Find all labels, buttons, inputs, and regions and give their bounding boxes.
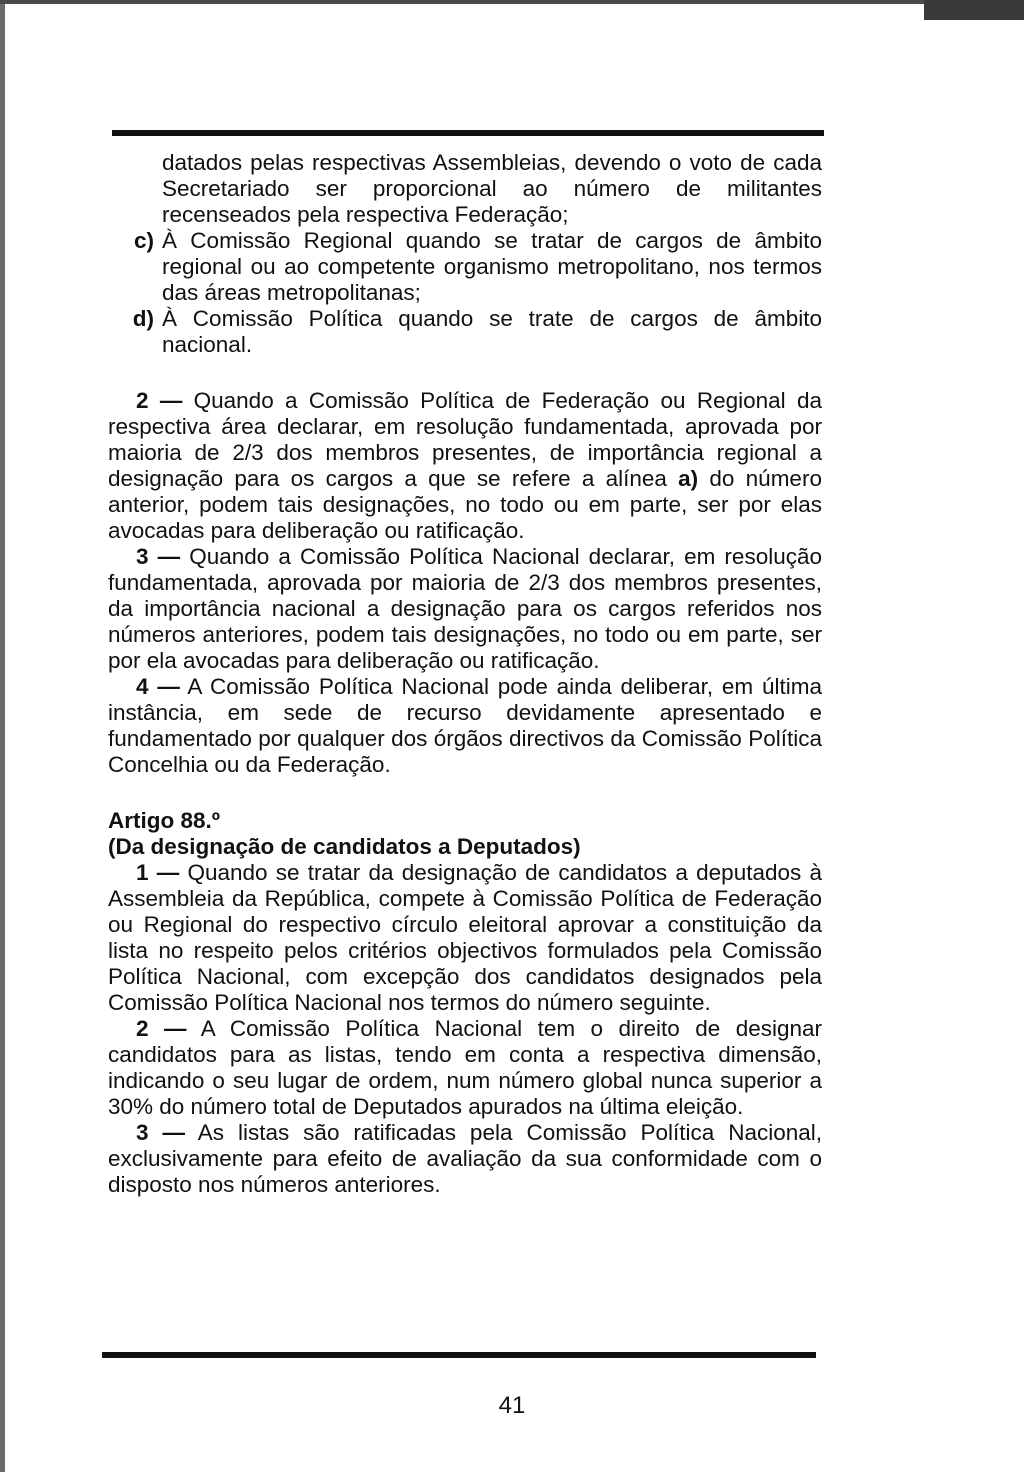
paragraph-number: 1 —: [136, 860, 180, 885]
article-subtitle: (Da designação de candidatos a Deputados): [108, 834, 581, 859]
article-paragraph-2: [108, 1016, 822, 1120]
article-paragraph-3: [108, 1120, 822, 1198]
paragraph-number: 2 —: [136, 1016, 187, 1041]
item-text: À Comissão Regional quando se tratar de cargos de âmbito regional ou ao competente organismo metropolitano, nos termos das áreas metropolitanas;: [162, 228, 822, 305]
top-rule: [112, 130, 824, 136]
paragraph-number: 2 —: [136, 388, 183, 413]
paragraph-number: 3 —: [136, 544, 181, 569]
paragraph-text: A Comissão Política Nacional pode ainda deliberar, em última instância, em sede de recurso devidamente apresentado e fundamentado por qualquer dos órgãos directivos da Comissão Política Concelhia ou da Federação.: [108, 674, 822, 777]
paragraph-number: 3 —: [136, 1120, 185, 1145]
spacer: [108, 358, 822, 388]
scan-edge-left: [0, 0, 5, 1472]
continuation-text: datados pelas respectivas Assembleias, devendo o voto de cada Secretariado ser proporcional ao número de militantes recenseados pela respectiva Federação;: [162, 150, 822, 227]
list-item-d: [108, 306, 822, 358]
paragraph-number: 4 —: [136, 674, 180, 699]
article-paragraph-1: [108, 860, 822, 1016]
scan-edge-top: [0, 0, 1024, 4]
paragraph-text: A Comissão Política Nacional tem o direito de designar candidatos para as listas, tendo em conta a respectiva dimensão, indicando o seu lugar de ordem, num número global nunca superior a 30% do número total de Deputados apurados na última eleição.: [108, 1016, 823, 1119]
spacer: [108, 778, 822, 808]
subparagraph-reference: a): [678, 466, 699, 491]
bottom-rule: [102, 1352, 816, 1358]
article-title: Artigo 88.º: [108, 808, 220, 833]
scan-corner-shadow: [924, 0, 1024, 20]
paragraph-text: do número anterior, podem tais designações, no todo ou em parte, ser por elas avocadas para deliberação ou ratificação.: [108, 466, 822, 543]
paragraph-3: [108, 544, 822, 674]
paragraph-text: As listas são ratificadas pela Comissão Política Nacional, exclusivamente para efeito de avaliação da sua conformidade com o disposto nos números anteriores.: [108, 1120, 822, 1197]
item-letter: c): [133, 228, 154, 253]
page-body: [108, 150, 822, 1198]
item-text: À Comissão Política quando se trate de cargos de âmbito nacional.: [162, 306, 822, 357]
paragraph-4: [108, 674, 822, 778]
page-number: 41: [498, 1392, 526, 1419]
paragraph-text: Quando a Comissão Política de Federação ou Regional da respectiva área declarar, em resolução fundamentada, aprovada por maioria de 2/3 dos membros presentes, de importância regional a designação para os cargos a que se refere a alínea: [108, 388, 822, 491]
item-letter: d): [132, 306, 154, 331]
list-item-c: [108, 228, 822, 306]
paragraph-text: Quando se tratar da designação de candidatos a deputados à Assembleia da República, compete à Comissão Política de Federação ou Regional do respectivo círculo eleitoral aprovar a constituição da lista no respeito pelos critérios objectivos formulados pela Comissão Política Nacional, com excepção dos candidatos designados pela Comissão Política Nacional nos termos do número seguinte.: [108, 860, 822, 1015]
paragraph-2: [108, 388, 822, 544]
paragraph-text: Quando a Comissão Política Nacional declarar, em resolução fundamentada, aprovada por maioria de 2/3 dos membros presentes, da importância nacional a designação para os cargos referidos nos números anteriores, podem tais designações, no todo ou em parte, ser por ela avocadas para deliberação ou ratificação.: [108, 544, 822, 673]
